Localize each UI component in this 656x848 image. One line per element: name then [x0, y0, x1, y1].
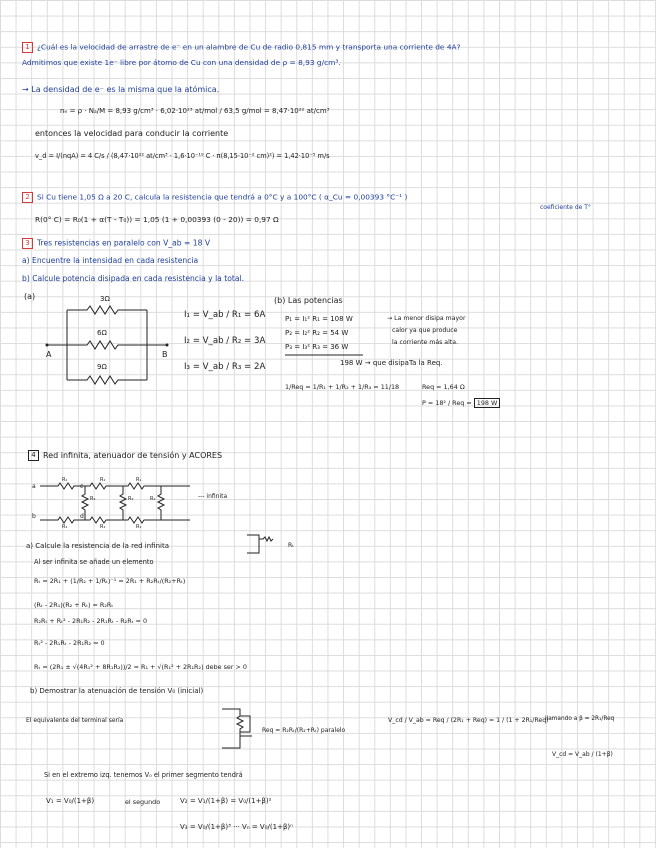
p4-label-r2c: R₂ — [150, 496, 156, 502]
p4-ratio: V_cd / V_ab = Req / (2R₁ + Req) = 1 / (1 + 2R₁/Req) — [388, 717, 549, 724]
p1-statement-2: Admitimos que existe 1e⁻ libre por átomo de Cu con una densidad de ρ = 8,93 g/cm³. — [22, 58, 341, 67]
p1-text: entonces la velocidad para conducir la corriente — [35, 129, 229, 138]
p3-power-1: P₁ = I₁² R₁ = 108 W — [285, 315, 353, 323]
p3-sum-line — [285, 354, 365, 356]
p3-req-eq: 1/Req = 1/R₁ + 1/R₂ + 1/R₃ = 11/18 — [285, 383, 400, 391]
p4-label-r1a: R₁ — [62, 477, 68, 483]
p4-node-d: d — [80, 513, 84, 520]
p2-statement — [22, 192, 407, 203]
p4-task-b2: El equivalente del terminal sería — [26, 717, 124, 724]
p4-title: Red infinita, atenuador de tensión y ACORES — [43, 451, 223, 460]
p3-power-3: P₃ = I₃² R₃ = 36 W — [285, 343, 349, 351]
p4-number-box: 4 — [28, 450, 39, 461]
p4-eq3: R₂Rₜ + Rₜ² - 2R₁R₂ - 2R₁Rₜ - R₂Rₜ = 0 — [34, 617, 148, 625]
p3-total-power: 198 W → que disipaTa la Req. — [340, 359, 443, 367]
p4-node-a: a — [32, 483, 36, 490]
p3-current-1: I₁ = V_ab / R₁ = 6A — [184, 310, 266, 320]
p4-second: el segundo — [125, 798, 161, 806]
p2-eq: R(0° C) = R₀(1 + α(T - T₀)) = 1,05 (1 + 0,00393 (0 - 20)) = 0,97 Ω — [35, 215, 279, 224]
p4-eq5: Rₜ = (2R₁ ± √(4R₁² + 8R₁R₂))/2 = R₁ + √(R₁² + 2R₁R₂) debe ser > 0 — [34, 663, 247, 671]
p4-label-r1d: R₁ — [62, 524, 68, 530]
p3-p-value: 198 W — [474, 398, 501, 408]
p4-task-c: Si en el extremo izq. tenemos V₀ el primer segmento tendrá — [44, 771, 243, 779]
p3-r1-label: 3Ω — [100, 295, 110, 303]
p3-note-3: la corriente más alta. — [392, 339, 458, 346]
p4-v2: V₂ = V₁/(1+β) = V₀/(1+β)² — [180, 797, 272, 805]
p3-r2-label: 6Ω — [97, 329, 107, 337]
p2-number-box: 2 — [22, 192, 33, 203]
p3-number-box: 3 — [22, 238, 33, 249]
p4-task-b: b) Demostrar la atenuación de tensión V₀ (inicial) — [30, 687, 204, 695]
p2-note: coeficiente de T° — [540, 204, 591, 211]
p3-parallel-circuit — [42, 300, 192, 400]
p4-v3: V₃ = V₀/(1+β)³ ··· Vₙ = V₀/(1+β)ⁿ — [180, 823, 293, 831]
p3-current-2: I₂ = V_ab / R₂ = 3A — [184, 336, 266, 346]
p2-line1: Si Cu tiene 1,05 Ω a 20 C, calcula la resistencia que tendrá a 0°C y a 100°C ( α_Cu = 0,00393 °C⁻¹ ) — [37, 192, 408, 202]
p4-vcd: V_cd = V_ab / (1+β) — [552, 751, 613, 758]
p4-rt-box — [247, 533, 287, 555]
p3-p-eq: P = 18² / Req = — [422, 399, 472, 407]
p4-req: Req = R₂Rₜ/(R₂+Rₜ) paralelo — [262, 727, 346, 734]
p3-task-b: b) Calcule potencia disipada en cada resistencia y la total. — [22, 274, 245, 283]
p3-node-b: B — [162, 350, 168, 359]
p4-task-a2: Al ser infinita se añade un elemento — [34, 558, 154, 566]
p1-statement-1 — [22, 42, 461, 53]
p3-current-3: I₃ = V_ab / R₃ = 2A — [184, 362, 266, 372]
p4-label-r2b: R₂ — [128, 496, 134, 502]
p1-eq1: nₑ = ρ · Nₐ/M = 8,93 g/cm³ · 6,02·10²³ at/mol / 63,5 g/mol = 8,47·10²² at/cm³ — [60, 107, 330, 115]
p4-beta: llamando a β = 2R₁/Req — [545, 716, 615, 722]
p1-note: → La densidad de e⁻ es la misma que la atómica. — [22, 85, 220, 94]
p3-note-2: calor ya que produce — [392, 327, 458, 334]
p3-part-b: (b) Las potencias — [274, 296, 343, 305]
p3-total-eq — [422, 398, 500, 408]
p4-infinite-label: --- infinita — [198, 493, 228, 500]
p1-line1: ¿Cuál es la velocidad de arrastre de e⁻ en un alambre de Cu de radio 0,815 mm y transporta una corriente de 4A? — [37, 42, 461, 52]
p4-node-c: c — [80, 483, 84, 490]
p4-title-row — [28, 450, 222, 461]
p3-task-a: a) Encuentre la intensidad en cada resistencia — [22, 256, 199, 265]
p4-terminal-circuit — [222, 704, 262, 754]
p4-eq2: (Rₜ - 2R₁)(R₂ + Rₜ) = R₂Rₜ — [34, 601, 114, 609]
p3-note-1: → La menor disipa mayor — [387, 315, 466, 322]
p3-power-2: P₂ = I₂² R₂ = 54 W — [285, 329, 349, 337]
p4-task-a: a) Calcule la resistencia de la red infinita — [26, 542, 169, 550]
p4-label-r1e: R₁ — [100, 524, 106, 530]
p4-label-r2a: R₂ — [90, 496, 96, 502]
p4-label-r1f: R₁ — [136, 524, 142, 530]
p3-node-a: A — [46, 350, 52, 359]
p3-req-value: Req = 1,64 Ω — [422, 383, 465, 391]
p4-rt-label: Rₜ — [288, 542, 294, 549]
p4-eq4: Rₜ² - 2R₁Rₜ - 2R₁R₂ = 0 — [34, 639, 105, 647]
p1-eq2: v_d = I/(nqA) = 4 C/s / (8,47·10²² at/cm³ · 1,6·10⁻¹⁹ C · π(8,15·10⁻² cm)²) = 1,42·10⁻⁵ m/s — [35, 152, 330, 160]
p3-statement — [22, 238, 210, 249]
p4-eq1: Rₜ = 2R₁ + (1/R₂ + 1/Rₜ)⁻¹ = 2R₁ + R₂Rₜ/(R₂+Rₜ) — [34, 577, 186, 585]
p4-label-r1b: R₁ — [100, 477, 106, 483]
p3-line1: Tres resistencias en paralelo con V_ab = 18 V — [37, 238, 211, 248]
p4-node-b: b — [32, 513, 36, 520]
p1-number-box: 1 — [22, 42, 33, 53]
p3-r3-label: 9Ω — [97, 363, 107, 371]
p3-part-a: (a) — [24, 292, 36, 301]
p4-label-r1c: R₁ — [136, 477, 142, 483]
p4-v1: V₁ = V₀/(1+β) — [46, 797, 95, 805]
